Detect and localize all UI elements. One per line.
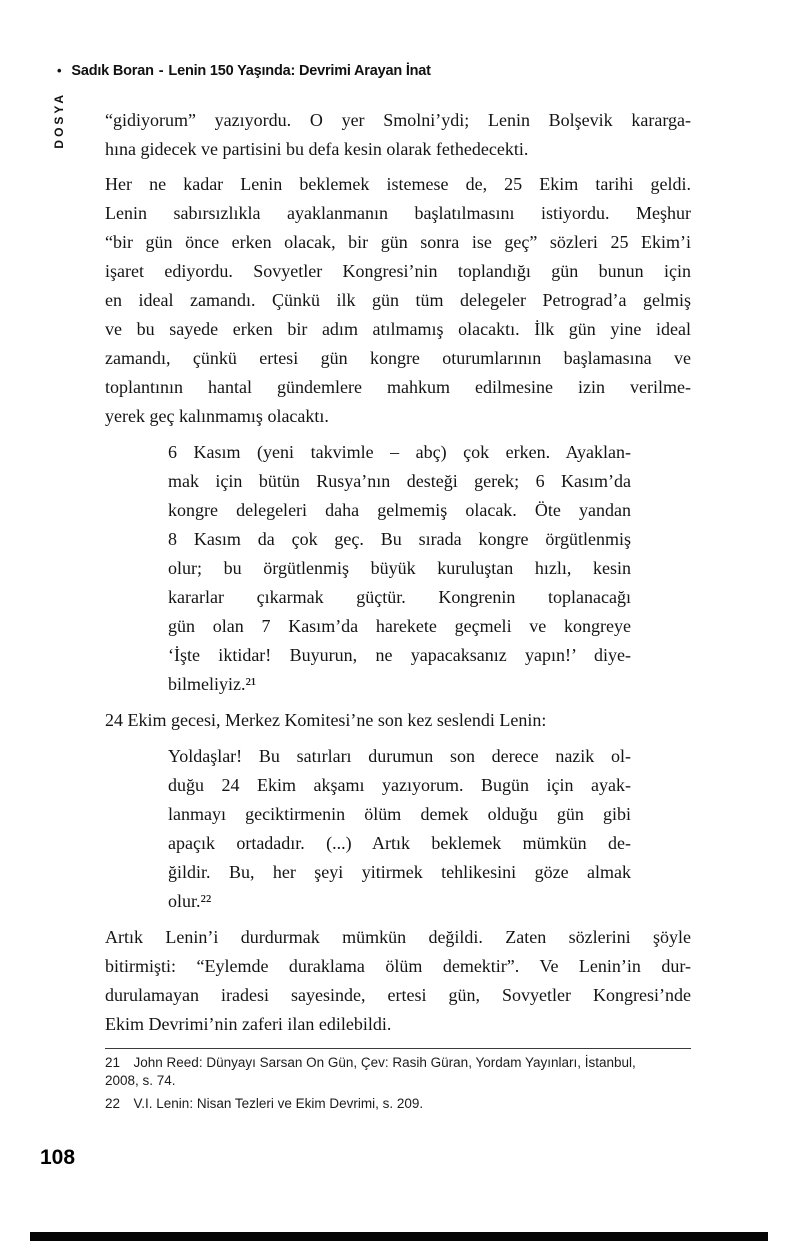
text-line: apaçık ortadadır. (...) Artık beklemek mümkün de- — [168, 833, 631, 853]
text-line: yerek geç kalınmamış olacaktı. — [105, 406, 329, 426]
text-line: Ekim Devrimi’nin zaferi ilan edilebildi. — [105, 1014, 392, 1034]
header-separator: - — [158, 63, 164, 79]
header-book-title: Lenin 150 Yaşında: Devrimi Arayan İnat — [168, 63, 431, 79]
text-line: 22 V.I. Lenin: Nisan Tezleri ve Ekim Devrimi, s. 209. — [105, 1096, 424, 1111]
footnote-22 — [105, 1095, 691, 1113]
text-line: olur; bu örgütlenmiş büyük kuruluştan hızlı, kesin — [168, 558, 631, 578]
text-line: 8 Kasım da çok geç. Bu sırada kongre örgütlenmiş — [168, 529, 631, 549]
text-line: ve bu sayede erken bir adım atılmamış olacaktı. İlk gün yine ideal — [105, 319, 691, 339]
page-number: 108 — [40, 1146, 76, 1169]
text-line: ğildir. Bu, her şeyi yitirmek tehlikesini göze almak — [168, 862, 631, 882]
text-line: 21 John Reed: Dünyayı Sarsan On Gün, Çev: Rasih Güran, Yordam Yayınları, İstanbul, — [105, 1055, 636, 1070]
footnotes-section — [105, 1048, 691, 1113]
text-line: durulamayan iradesi sayesinde, ertesi gün, Sovyetler Kongresi’nde — [105, 985, 691, 1005]
text-line: hına gidecek ve partisini bu defa kesin olarak fethedecekti. — [105, 139, 529, 159]
text-line: “gidiyorum” yazıyordu. O yer Smolni’ydi; Lenin Bolşevik kararga- — [105, 110, 691, 130]
text-line: bitirmişti: “Eylemde duraklama ölüm demektir”. Ve Lenin’in dur- — [105, 956, 691, 976]
text-line: toplantının hantal gündemlere mahkum edilmesine izin verilme- — [105, 377, 691, 397]
block-quote-1 — [168, 438, 631, 699]
text-line: “bir gün önce erken olacak, bir gün sonra ise geç” sözleri 25 Ekim’i — [105, 232, 691, 252]
paragraph-4 — [105, 923, 691, 1039]
block-quote-2 — [168, 742, 631, 916]
text-line: ‘İşte iktidar! Buyurun, ne yapacaksanız yapın!’ diye- — [168, 645, 631, 665]
text-line: mak için bütün Rusya’nın desteği gerek; 6 Kasım’da — [168, 471, 631, 491]
text-line: lanmayı geciktirmenin ölüm demek olduğu gün gibi — [168, 804, 631, 824]
scan-edge-bar — [30, 1232, 768, 1241]
text-line: duğu 24 Ekim akşamı yazıyorum. Bugün için ayak- — [168, 775, 631, 795]
text-line: 2008, s. 74. — [105, 1072, 176, 1088]
text-line: bilmeliyiz.²¹ — [168, 674, 257, 694]
running-header — [57, 63, 431, 79]
text-line: kararlar çıkarmak güçtür. Kongrenin toplanacağı — [168, 587, 631, 607]
text-line: zamandı, çünkü ertesi gün kongre oturumlarının başlamasına ve — [105, 348, 691, 368]
text-line: Artık Lenin’i durdurmak mümkün değildi. Zaten sözlerini şöyle — [105, 927, 691, 947]
text-line: Yoldaşlar! Bu satırları durumun son derece nazik ol- — [168, 746, 631, 766]
text-line: kongre delegeleri daha gelmemiş olacak. Öte yandan — [168, 500, 631, 520]
text-line: olur.²² — [168, 891, 212, 911]
paragraph-3 — [105, 706, 691, 735]
text-line: gün olan 7 Kasım’da harekete geçmeli ve kongreye — [168, 616, 631, 636]
page-body — [105, 106, 691, 1119]
text-line: 24 Ekim gecesi, Merkez Komitesi’ne son kez seslendi Lenin: — [105, 710, 547, 730]
header-bullet-icon: • — [57, 63, 62, 78]
text-line: Her ne kadar Lenin beklemek istemese de, 25 Ekim tarihi geldi. — [105, 174, 691, 194]
section-label-vertical: DOSYA — [52, 92, 66, 149]
header-author: Sadık Boran — [71, 63, 154, 79]
paragraph-2 — [105, 170, 691, 431]
text-line: 6 Kasım (yeni takvimle – abç) çok erken. Ayaklan- — [168, 442, 631, 462]
text-line: en ideal zamandı. Çünkü ilk gün tüm delegeler Petrograd’a gelmiş — [105, 290, 691, 310]
text-line: işaret ediyordu. Sovyetler Kongresi’nin toplandığı gün bunun için — [105, 261, 691, 281]
text-line: Lenin sabırsızlıkla ayaklanmanın başlatılmasını istiyordu. Meşhur — [105, 203, 691, 223]
paragraph-1 — [105, 106, 691, 164]
footnote-21 — [105, 1054, 691, 1089]
